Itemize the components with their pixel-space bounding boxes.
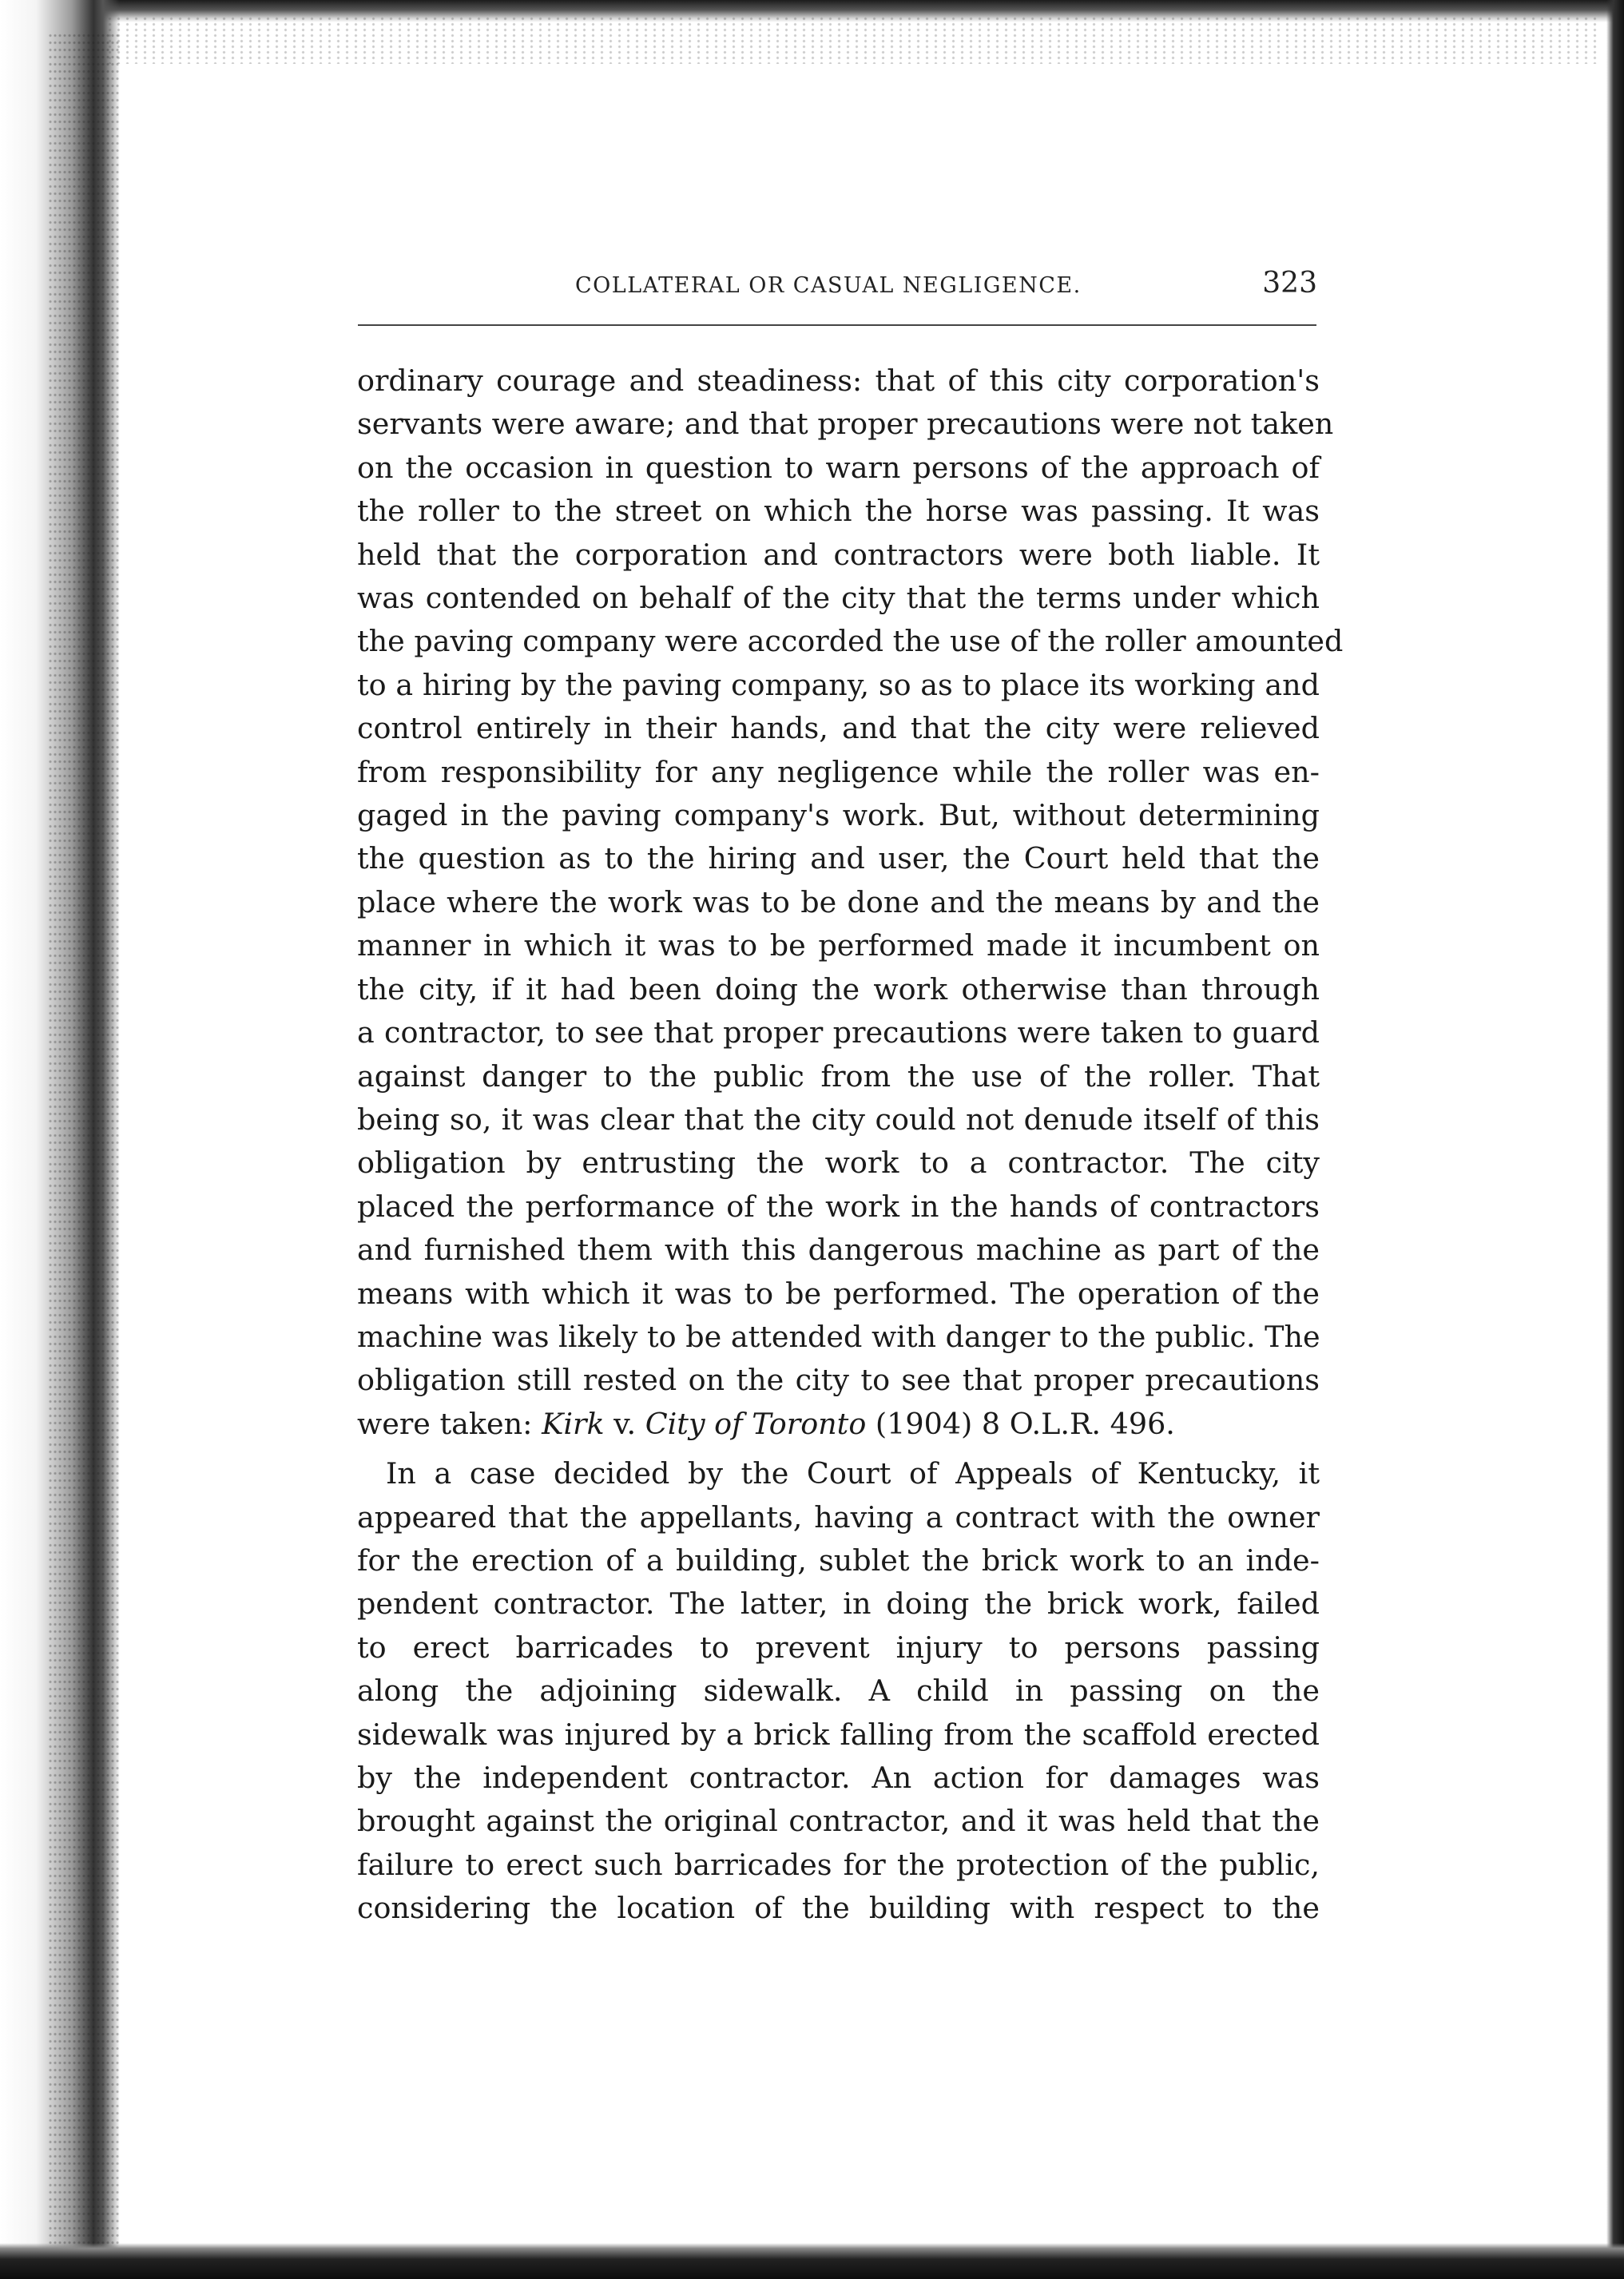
text-line: means with which it was to be performed. The operation of the [357, 1276, 1320, 1311]
citation-reference: (1904) 8 O.L.R. 496. [866, 1406, 1175, 1441]
scan-right-edge [1606, 0, 1624, 2279]
text-line: failure to erect such barricades for the protection of the public, [357, 1847, 1320, 1882]
scan-noise-left [48, 32, 120, 2253]
text-line: to erect barricades to prevent injury to persons passing [357, 1630, 1320, 1665]
text-line: and furnished them with this dangerous machine as part of the [357, 1233, 1320, 1268]
text-line: held that the corporation and contractors were both liable. It [357, 537, 1320, 572]
running-title: COLLATERAL OR CASUAL NEGLIGENCE. [575, 273, 1082, 298]
text-line: for the erection of a building, sublet the brick work to an inde- [357, 1542, 1320, 1578]
text-line: the roller to the street on which the horse was passing. It was [357, 494, 1320, 529]
text-line: the city, if it had been doing the work otherwise than through [357, 971, 1320, 1006]
text-line: manner in which it was to be performed made it incumbent on [357, 928, 1320, 963]
text-line: along the adjoining sidewalk. A child in passing on the [357, 1674, 1320, 1709]
text-line: machine was likely to be attended with danger to the public. The [357, 1319, 1320, 1354]
text-line: being so, it was clear that the city could not denude itself of this [357, 1102, 1320, 1137]
running-head [355, 267, 1320, 318]
paragraph-1 [357, 359, 1344, 1446]
paragraph-2 [357, 1452, 1320, 1930]
text-line: gaged in the paving company's work. But, without determining [357, 798, 1320, 833]
case-party-2: City of Toronto [645, 1406, 867, 1441]
body-text [357, 359, 1344, 1931]
text-line: pendent contractor. The latter, in doing the brick work, failed [357, 1586, 1320, 1622]
scan-bottom-edge [0, 2243, 1624, 2279]
text-line: sidewalk was injured by a brick falling from the scaffold erected [357, 1717, 1320, 1752]
text-line: obligation still rested on the city to see that proper precautions [357, 1363, 1320, 1398]
case-party-1: Kirk [542, 1406, 605, 1441]
text-line: considering the location of the building with respect to the [357, 1891, 1320, 1926]
text-line: ordinary courage and steadiness: that of this city corporation's [357, 363, 1320, 398]
case-versus: v. [604, 1406, 645, 1441]
text-line: was contended on behalf of the city that the terms under which [357, 581, 1320, 616]
text-line: a contractor, to see that proper precautions were taken to guard [357, 1015, 1320, 1050]
text-line: the paving company were accorded the use of the roller amounted [357, 624, 1344, 659]
text-line: servants were aware; and that proper precautions were not taken [357, 407, 1334, 442]
text-line: appeared that the appellants, having a contract with the owner [357, 1499, 1320, 1535]
text-line: place where the work was to be done and the means by and the [357, 884, 1320, 919]
scan-noise-top [0, 16, 1598, 64]
text-line: obligation by entrusting the work to a contractor. The city [357, 1145, 1320, 1181]
text-line: the question as to the hiring and user, the Court held that the [357, 841, 1320, 876]
text-line: control entirely in their hands, and that the city were relieved [357, 711, 1320, 746]
paragraph-gap [357, 1446, 1320, 1452]
text-line: on the occasion in question to warn persons of the approach of [357, 450, 1320, 485]
page-number: 323 [1262, 267, 1317, 300]
text-line: against danger to the public from the use of the roller. That [357, 1058, 1320, 1094]
text-line: brought against the original contractor, and it was held that the [357, 1804, 1320, 1839]
text-line: In a case decided by the Court of Appeals of Kentucky, it [386, 1456, 1320, 1491]
citation-prefix: were taken: [357, 1406, 542, 1441]
text-line: placed the performance of the work in the hands of contractors [357, 1189, 1320, 1224]
header-rule [358, 324, 1316, 326]
text-line: to a hiring by the paving company, so as to place its working and [357, 667, 1320, 702]
citation-line [357, 1403, 1320, 1446]
text-line: by the independent contractor. An action for damages was [357, 1761, 1320, 1795]
text-line: from responsibility for any negligence while the roller was en- [357, 754, 1320, 789]
